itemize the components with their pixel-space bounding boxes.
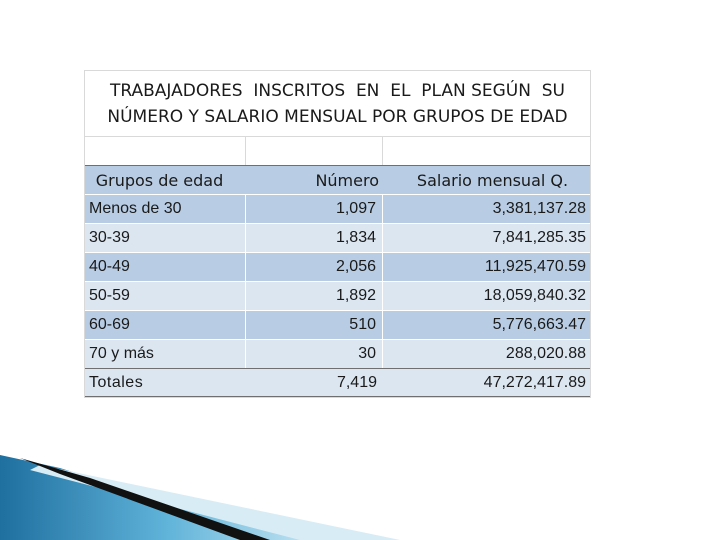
- cell-salary: 7,841,285.35: [492, 229, 586, 246]
- totals-salary: 47,272,417.89: [483, 373, 586, 391]
- cell-age-group: 50-59: [85, 282, 246, 310]
- table-row: [85, 310, 590, 339]
- cell-number: 30: [246, 340, 383, 368]
- table-title-line-2: NÚMERO Y SALARIO MENSUAL POR GRUPOS DE EDAD: [107, 106, 568, 127]
- slide-corner-decoration: [0, 440, 720, 540]
- cell-number: 510: [246, 311, 383, 339]
- totals-row: [85, 368, 590, 397]
- column-header-number: Número: [315, 170, 379, 190]
- cell-age-group: 40-49: [85, 253, 246, 281]
- column-header-age-group: Grupos de edad: [95, 170, 224, 190]
- table-title-line-1: TRABAJADORES INSCRITOS EN EL PLAN SEGÚN SU: [109, 80, 566, 101]
- spacer-cell: [246, 137, 383, 165]
- cell-salary: 5,776,663.47: [492, 316, 586, 333]
- spacer-cell: [383, 137, 590, 165]
- cell-number: 1,892: [246, 282, 383, 310]
- cell-number: 2,056: [246, 253, 383, 281]
- cell-number: 1,834: [246, 224, 383, 252]
- data-table: [84, 70, 591, 398]
- cell-salary: 11,925,470.59: [484, 258, 586, 275]
- column-header-monthly-salary: Salario mensual Q.: [416, 170, 569, 190]
- cell-number: 1,097: [246, 195, 383, 223]
- cell-age-group: 60-69: [85, 311, 246, 339]
- header-row: [85, 165, 590, 194]
- table-title: [85, 71, 590, 137]
- totals-number: 7,419: [336, 373, 377, 391]
- cell-salary: 3,381,137.28: [492, 200, 586, 217]
- totals-label: Totales: [89, 373, 144, 391]
- cell-age-group: 30-39: [85, 224, 246, 252]
- table-row: [85, 281, 590, 310]
- table-row: [85, 194, 590, 223]
- cell-salary: 18,059,840.32: [483, 287, 586, 304]
- spacer-row: [85, 137, 590, 165]
- cell-salary: 288,020.88: [505, 345, 586, 362]
- cell-age-group: 70 y más: [85, 340, 246, 368]
- cell-age-group: Menos de 30: [85, 195, 246, 223]
- table-row: [85, 339, 590, 368]
- table-row: [85, 252, 590, 281]
- table-row: [85, 223, 590, 252]
- spacer-cell: [85, 137, 246, 165]
